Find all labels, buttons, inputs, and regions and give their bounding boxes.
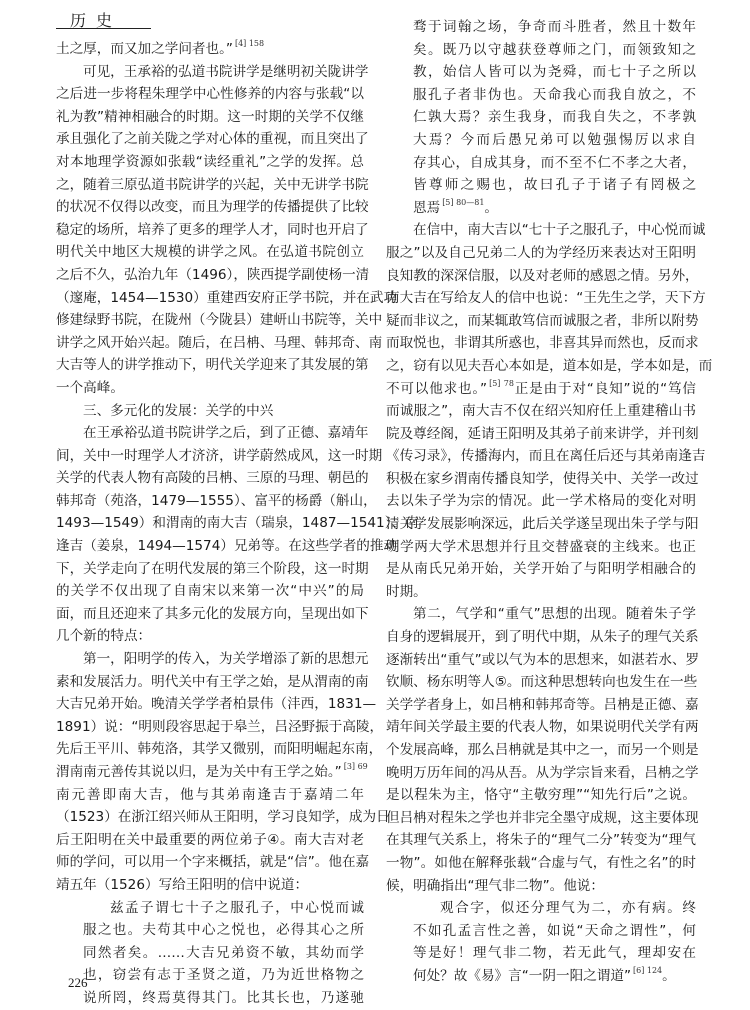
text-line [56, 580, 364, 603]
text-line [386, 106, 696, 129]
line-text: 稳定的场所，培养了更多的理学人才，同时也开启了 [56, 221, 369, 238]
line-text: 服之也。夫苟其中心之悦也，必得其心之所 [83, 922, 364, 939]
text-line [386, 287, 706, 310]
line-text: 教，始信人皆可以为尧舜，而七十子之所以 [413, 64, 696, 81]
text-line [386, 445, 706, 468]
line-tail: 正是由于对“良知”说的“笃信 [513, 380, 696, 397]
line-text: 靖年间关学最主要的代表人物，如果说明代关学有两 [386, 719, 699, 736]
line-text: 仁孰大焉？亲生我身，而我自失之，不孝孰 [413, 109, 696, 126]
line-text: 在信中，南大吉以“七十子之服孔子，中心悦而诚 [413, 222, 706, 239]
text-line [56, 738, 383, 761]
line-text: 一物”。如他在解释张载“合虚与气，有性之名”的时 [386, 854, 696, 871]
line-text: 明学两大学术思想并行且交替盛衰的主线来。也正 [386, 538, 696, 555]
text-line [386, 378, 696, 401]
line-text: 师的学问，可以用一个字来概括，就是“信”。他在嘉 [56, 854, 370, 871]
text-line [386, 400, 696, 423]
line-text: 而取悦也，非谓其所惑也，非喜其异而然也，反而求 [386, 335, 699, 352]
line-text: 1891）说：“明则段容思起于皋兰，吕泾野振于高陵， [56, 718, 384, 735]
text-line [386, 129, 696, 152]
line-text: 韩邦奇（苑洛，1479—1555）、富平的杨爵（斛山， [56, 492, 377, 509]
line-text: 明代关中地区大规模的讲学之风。在弘道书院创立 [56, 244, 364, 261]
line-text: 南大吉在写给友人的信中也说：“王先生之学，天下方 [386, 290, 706, 307]
text-line [56, 38, 364, 61]
text-line [56, 897, 364, 920]
text-line [386, 626, 699, 649]
line-text: 等是好！理气非二物，若无此气，理却安在 [413, 945, 696, 962]
text-line [386, 965, 696, 988]
line-text: 南元善即南大吉，他与其弟南逢吉于嘉靖二年 [56, 786, 364, 803]
line-text: 钦顺、杨东明等人⑤。而这种思想转向也发生在一些 [386, 674, 698, 691]
text-line [386, 558, 696, 581]
citation-marker: [3] 69 [343, 762, 368, 771]
left-column [56, 38, 419, 1010]
text-line [386, 694, 699, 717]
text-line [386, 716, 699, 739]
text-line [386, 490, 696, 513]
line-text: 《传习录》，传播海内，而且在离任后还与其弟南逢吉 [386, 448, 706, 465]
line-text: 在其理气关系上，将朱子的“理气二分”转变为“理气 [386, 832, 696, 849]
line-text: 不可以他求也。” [386, 380, 488, 397]
text-line [386, 355, 713, 378]
line-text: 服之”以及自己兄弟二人的为学经历来表达对王阳明 [386, 244, 696, 261]
line-text: 土之厚，而又加之学问者也。” [56, 41, 233, 57]
line-text: 而诚服之”，南大吉不仅在绍兴知府任上重建稽山书 [386, 403, 696, 420]
line-text: 的关学不仅出现了自南宋以来第一次“中兴”的局 [56, 583, 364, 600]
line-text: 个发展高峰，那么吕柟就是其中之一，而另一个则是 [386, 742, 699, 758]
line-text: 是从南氏兄弟开始，关学开始了与阳明学相融合的 [386, 561, 696, 578]
line-text: 对本地理学资源如张载“读经重礼”之学的发挥。总 [56, 153, 364, 170]
line-text: 自身的逻辑展开，到了明代中期，从朱子的理气关系 [386, 629, 699, 646]
citation-marker: [5] 78 [489, 378, 514, 388]
text-line [386, 242, 696, 265]
text-line [386, 219, 706, 242]
text-line [386, 942, 696, 965]
line-text: 何处？故《易》言“一阴一阳之谓道” [413, 967, 631, 984]
line-text: 一个高峰。 [56, 379, 124, 396]
line-text: 几个新的特点： [56, 628, 152, 645]
text-line [56, 309, 383, 332]
text-line [56, 377, 364, 400]
line-text: 之后不久，弘治九年（1496），陕西提学副使杨一清 [56, 266, 370, 283]
line-text: 之，随着三原弘道书院讲学的兴起，关中无讲学书院 [56, 176, 369, 193]
text-line [56, 512, 419, 535]
text-line [56, 241, 364, 264]
text-line [386, 671, 696, 694]
line-text: 讲学之风开始兴起。随后，在吕柟、马理、韩邦奇、南 [56, 334, 383, 351]
text-line [56, 829, 364, 852]
line-text: 去以朱子学为宗的情况。此一学术格局的变化对明 [386, 493, 696, 510]
line-tail: 。 [484, 199, 499, 216]
line-text: 之，窃有以见夫吾心本如是，道本如是，学本如是，而 [386, 357, 713, 374]
line-text: 良知教的深深信服，以及对老师的感恩之情。另外， [386, 267, 699, 284]
text-line [386, 310, 699, 333]
line-text: 服孔子者非伪也。天命我心而我自放之，不 [413, 86, 696, 103]
citation-marker: [5] 80—81 [442, 197, 485, 207]
text-line [56, 625, 364, 648]
line-text: 存其心，自成其身，而不至不仁不孝之大者， [413, 154, 696, 171]
line-text: 先后王平川、韩苑洛，其学又微别，而阳明崛起东南， [56, 741, 383, 758]
text-line [386, 332, 699, 355]
line-text: 院及尊经阁，延请王阳明及其弟子前来讲学，并刊刻 [386, 425, 699, 442]
text-line [56, 264, 370, 287]
page-number: 226 [68, 975, 88, 990]
line-text: 大焉？今而后愚兄弟可以勉强惕厉以求自 [413, 131, 696, 148]
line-text: 不如孔孟言性之善，如说“天命之谓性”，何 [413, 922, 696, 939]
line-text: 修建绿野书院，在陇州（今陇县）建岍山书院等，关中 [56, 312, 383, 329]
text-line [56, 987, 364, 1010]
text-line [386, 39, 696, 62]
line-text: 第一，阳明学的传入，为关学增添了新的思想元 [83, 651, 369, 668]
line-text: 候，明确指出“理气非二物”。他说： [386, 877, 604, 894]
text-line [56, 964, 364, 987]
line-text: 逢吉（姜泉，1494—1574）兄弟等。在这些学者的推动 [56, 538, 398, 555]
right-column [386, 16, 713, 988]
line-text: 1493—1549）和渭南的南大吉（瑞泉，1487—1541）、南 [56, 515, 419, 532]
line-text: 也，窃尝有志于圣贤之道，乃为近世格物之 [83, 967, 364, 984]
line-text: 积极在家乡渭南传播良知学，使得关中、关学一改过 [386, 470, 699, 487]
text-line [56, 174, 369, 197]
text-line [386, 897, 696, 920]
citation-marker: [6] 124 [633, 965, 663, 975]
text-line [56, 332, 383, 355]
text-line [56, 558, 369, 581]
text-line [386, 807, 699, 830]
text-line [386, 603, 696, 626]
text-line [386, 152, 696, 175]
line-text: 矣。既乃以守越获登尊师之门，而领致知之 [413, 41, 696, 58]
line-text: 骛于词翰之场，争奇而斗胜者，然且十数年 [413, 19, 696, 35]
text-line [56, 61, 369, 84]
line-text: 的状况不仅得以改变，而且为理学的传播提供了比较 [56, 199, 369, 216]
text-line [56, 784, 364, 807]
text-line [56, 851, 370, 874]
text-line [386, 852, 696, 875]
line-text: （1523）在浙江绍兴师从王阳明，学习良知学，成为日 [56, 809, 390, 826]
text-line [56, 354, 369, 377]
line-text: 下，关学走向了在明代发展的第三个阶段，这一时期 [56, 560, 369, 577]
text-line [56, 467, 369, 490]
line-text: 逐渐转出“重气”或以气为本的思想来，如湛若水、罗 [386, 651, 700, 668]
text-line [386, 920, 696, 943]
text-line [386, 581, 696, 604]
line-text: 可见，王承裕的弘道书院讲学是继明初关陇讲学 [83, 63, 369, 80]
line-text: 大吉兄弟开始。晚清关学学者柏景伟（沣西，1831— [56, 696, 377, 713]
text-line [56, 196, 369, 219]
text-line [386, 875, 696, 898]
line-text: 时期。 [386, 583, 427, 600]
line-text: 恩焉 [413, 199, 441, 216]
line-text: 关学的代表人物有高陵的吕柟、三原的马理、朝邑的 [56, 470, 369, 487]
line-text: 在王承裕弘道书院讲学之后，到了正德、嘉靖年 [83, 425, 369, 442]
text-line [386, 468, 699, 491]
text-line [386, 197, 696, 220]
text-line [56, 716, 384, 739]
line-text: 兹孟子谓七十子之服孔子，中心悦而诚 [110, 899, 364, 916]
line-text: 之后进一步将程朱理学中心性修养的内容与张载“以 [56, 86, 364, 103]
text-line [386, 536, 696, 559]
line-text: 晚明万历年间的冯从吾。从为学宗旨来看，吕柟之学 [386, 764, 699, 781]
line-text: 渭南南元善传其说以归，是为关中有王学之始。” [56, 764, 342, 780]
citation-marker: [4] 158 [234, 39, 265, 48]
line-text: 观合字，似还分理气为二，亦有病。终 [440, 900, 696, 917]
line-text: 承且强化了之前关陇之学对心体的重视，而且突出了 [56, 131, 369, 148]
text-line [386, 649, 700, 672]
text-line [56, 761, 368, 784]
line-text: 但吕柟对程朱之学也并非完全墨守成规，这主要体现 [386, 809, 699, 826]
line-text: 靖五年（1526）写给王阳明的信中说道： [56, 876, 309, 893]
text-line [56, 693, 377, 716]
text-line [386, 829, 696, 852]
line-text: （邃庵，1454—1530）重建西安府正学书院，并在武功 [56, 289, 398, 306]
line-text: 三、多元化的发展：关学的中兴 [83, 402, 274, 419]
line-text: 清关学发展影响深远，此后关学遂呈现出朱子学与阳 [386, 516, 699, 533]
line-text: 间，关中一时理学人才济济，讲学蔚然成风，这一时期 [56, 447, 383, 464]
text-line [56, 942, 364, 965]
text-line [386, 423, 699, 446]
line-text: 是以程朱为主，恪守“主敬穷理”“知先行后”之说。 [386, 787, 696, 804]
text-line [56, 287, 398, 310]
text-line [56, 83, 364, 106]
text-line [56, 422, 369, 445]
text-line [56, 445, 383, 468]
text-line [56, 490, 377, 513]
section-title: 历史 [70, 11, 123, 30]
text-line [56, 603, 369, 626]
line-text: 素和发展活力。明代关中有王学之始，是从渭南的南 [56, 673, 369, 690]
text-line [56, 151, 364, 174]
line-text: 礼为教”精神相融合的时期。这一时期的关学不仅继 [56, 108, 364, 125]
running-header [56, 6, 151, 29]
line-text: 后王阳明在关中最重要的两位弟子④。南大吉对老 [56, 831, 364, 848]
text-line [386, 784, 696, 807]
text-line [56, 106, 364, 129]
line-text: 说所罔，终焉莫得其门。比其长也，乃遂驰 [83, 989, 364, 1006]
text-line [56, 128, 369, 151]
line-tail: 。 [662, 967, 676, 984]
text-line [386, 739, 699, 762]
text-line [56, 671, 369, 694]
text-line [386, 16, 696, 39]
line-text: 大吉等人的讲学推动下，明代关学迎来了其发展的第 [56, 357, 369, 374]
text-line [386, 174, 696, 197]
text-line [56, 874, 364, 897]
text-line [56, 919, 364, 942]
text-line [56, 219, 369, 242]
text-line [386, 513, 699, 536]
text-line [56, 400, 364, 423]
text-line [386, 762, 699, 785]
text-line [56, 535, 398, 558]
line-text: 同然者矣。……大吉兄弟资不敏，其幼而学 [83, 944, 364, 961]
line-text: 皆尊师之赐也，故曰孔子于诸子有罔极之 [413, 177, 696, 194]
line-text: 第二，气学和“重气”思想的出现。随着朱子学 [413, 606, 696, 623]
text-line [56, 806, 390, 829]
line-text: 面，而且还迎来了其多元化的发展方向，呈现出如下 [56, 605, 369, 622]
line-text: 关学学者身上，如吕柟和韩邦奇等。吕柟是正德、嘉 [386, 696, 699, 713]
text-line [386, 84, 696, 107]
text-line [56, 648, 369, 671]
text-line [386, 265, 699, 288]
text-line [386, 61, 696, 84]
line-text: 疑而非议之，而某辄敢笃信而诚服之者，非所以附势 [386, 312, 699, 329]
